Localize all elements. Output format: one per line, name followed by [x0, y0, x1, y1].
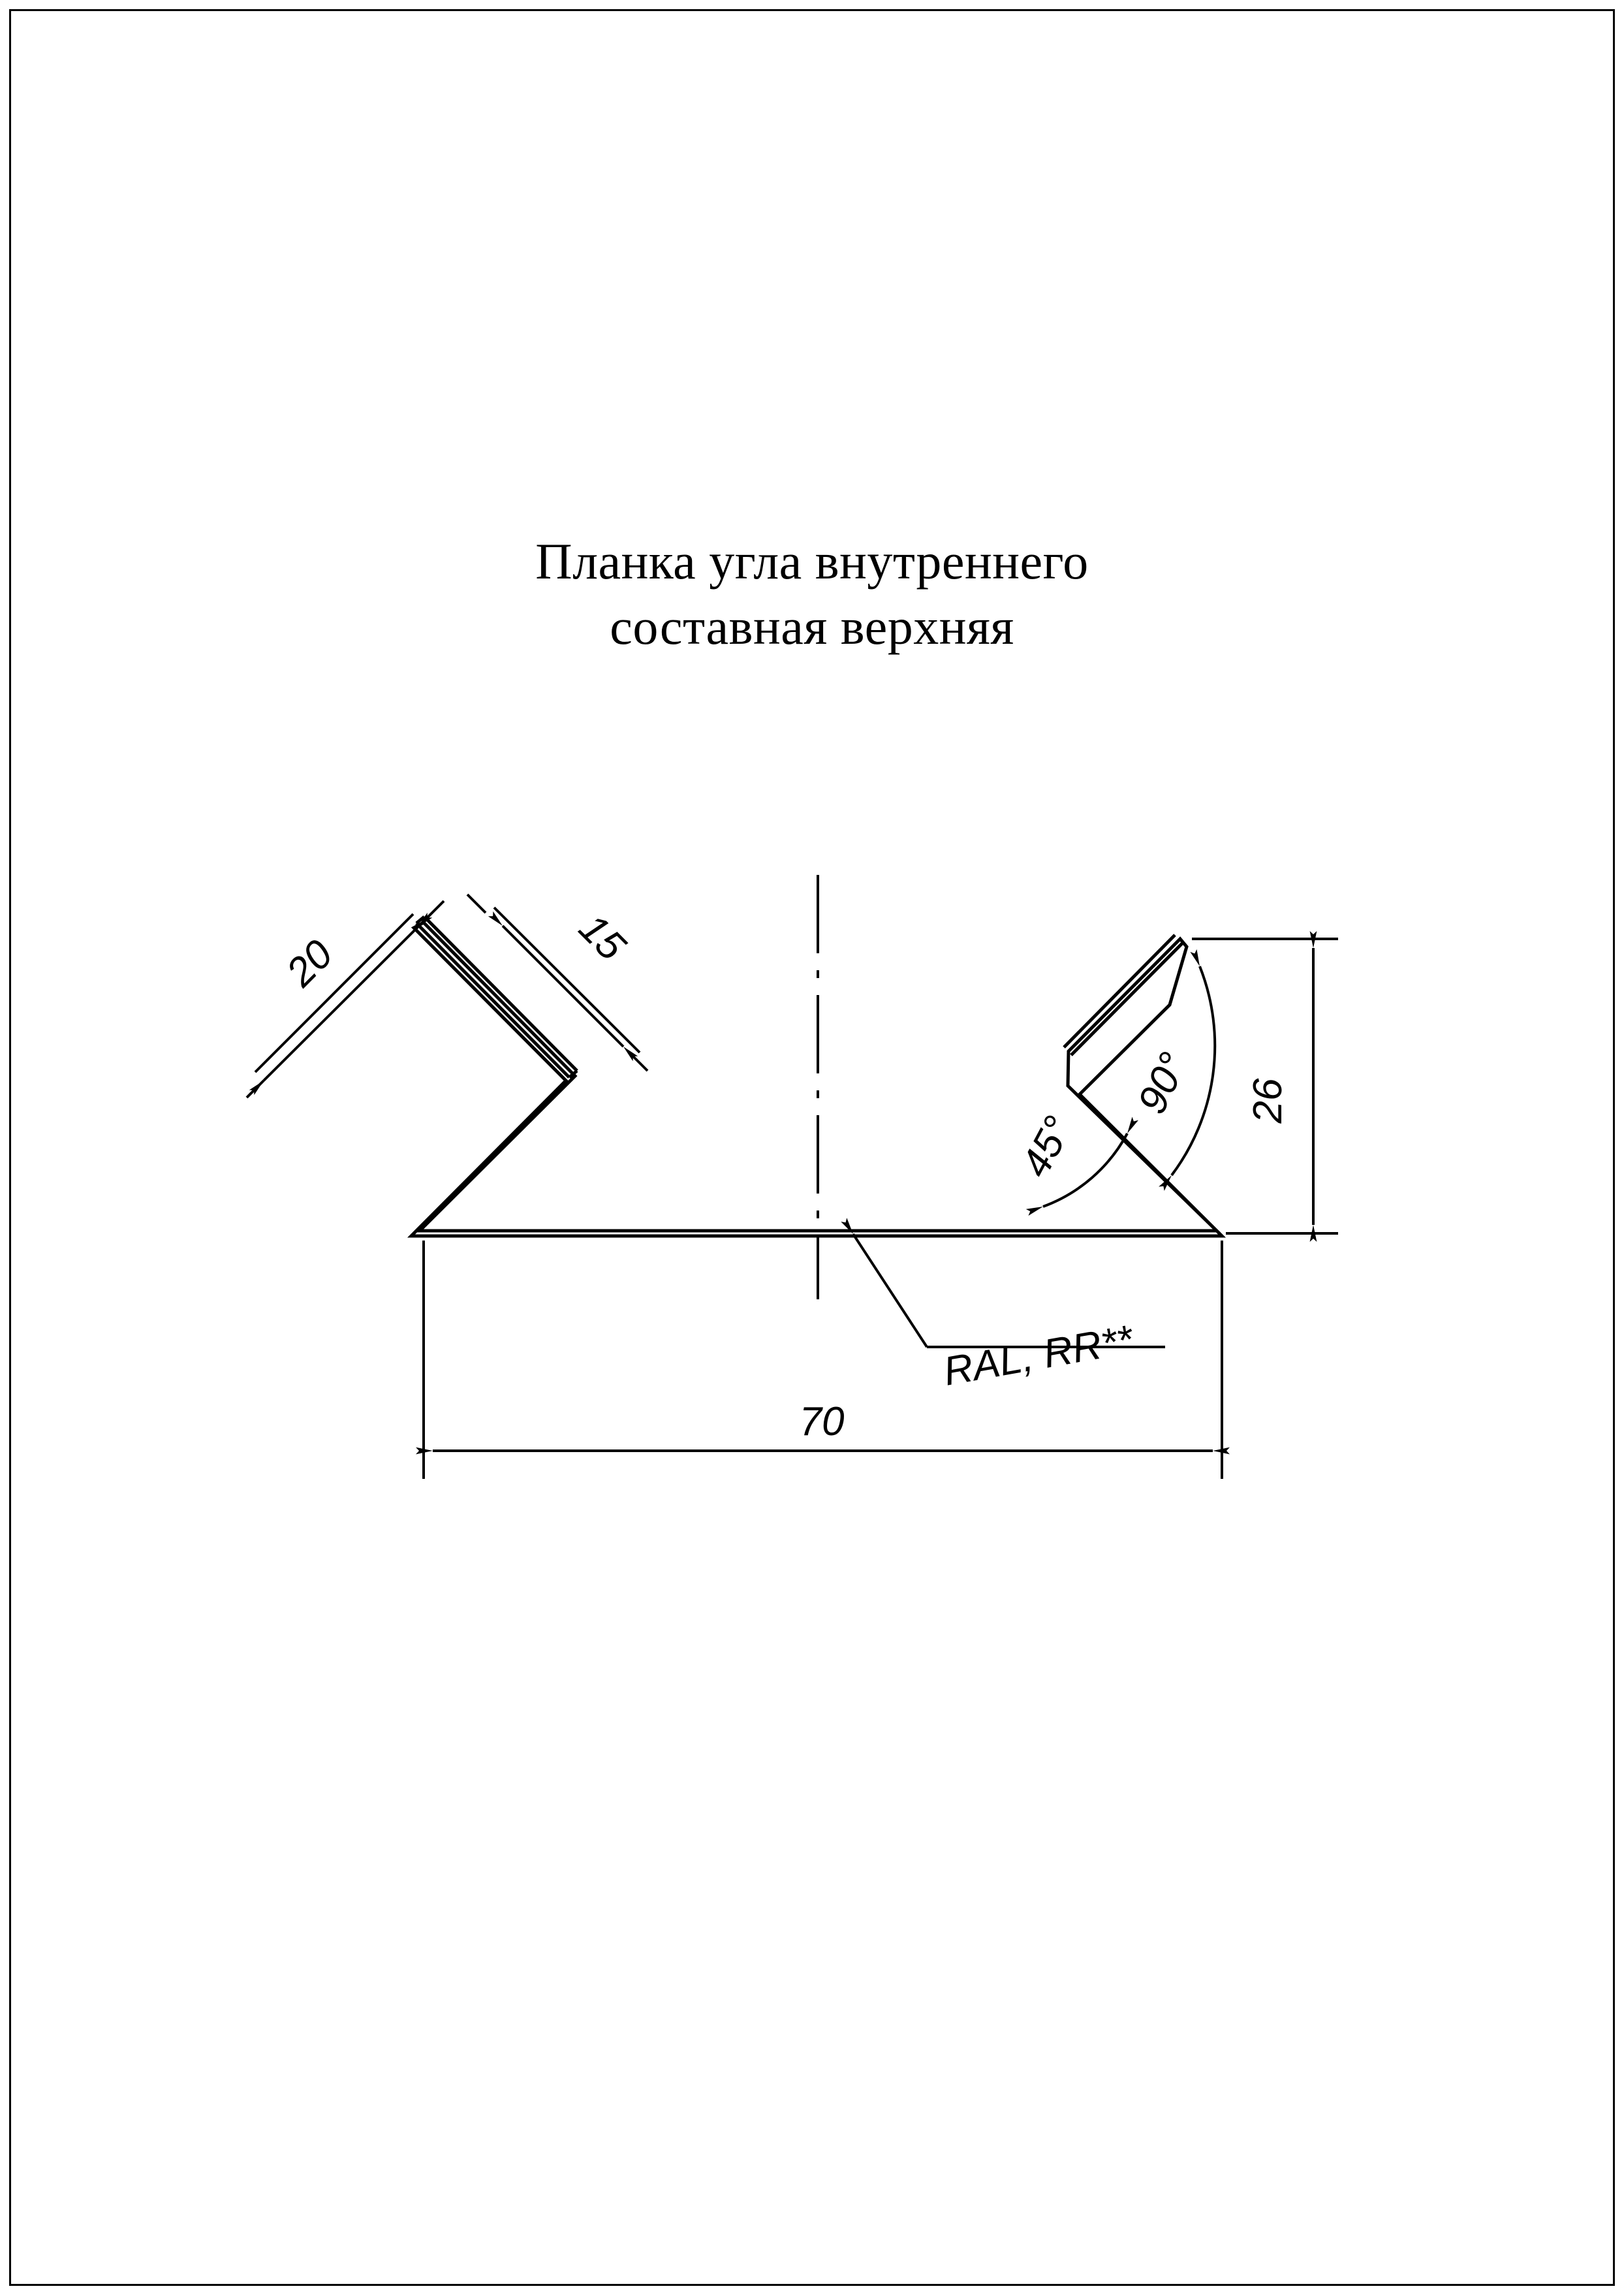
angle-45-label: 45° [1012, 1109, 1082, 1184]
dimension-15-label: 15 [570, 905, 634, 970]
angle-90-label: 90° [1129, 1045, 1197, 1121]
dimension-26-label: 26 [1245, 1078, 1290, 1124]
dimension-20-label: 20 [277, 931, 342, 996]
page-title-line-1: Планка угла внутреннего [535, 533, 1089, 590]
page-title-line-2: составная верхняя [610, 597, 1014, 655]
dimension-70-label: 70 [799, 1399, 845, 1444]
coating-note-label: RAL, RR** [940, 1316, 1136, 1395]
